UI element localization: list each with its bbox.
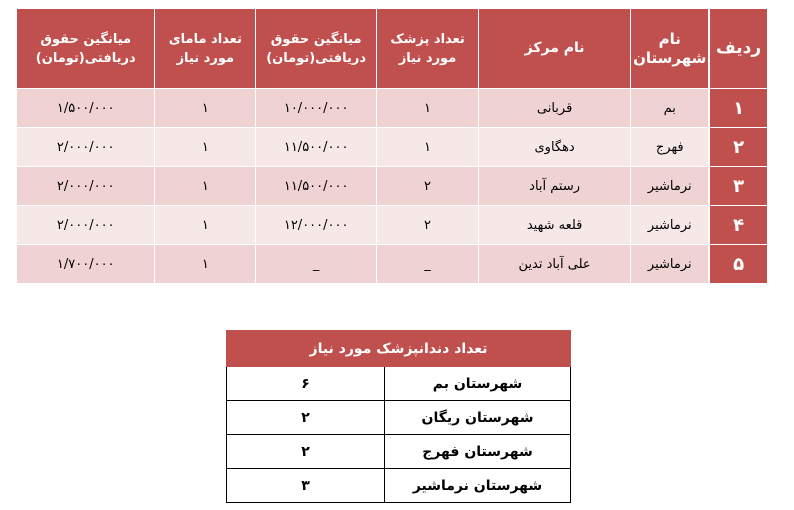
dentist-count-cell: ۲ bbox=[227, 435, 385, 469]
center-cell: قلعه شهید bbox=[478, 206, 630, 245]
doctors-cell: ۲ bbox=[377, 206, 479, 245]
midwife-salary-cell: ۲/۰۰۰/۰۰۰ bbox=[17, 128, 155, 167]
table-row bbox=[227, 435, 571, 469]
table-header-row bbox=[17, 9, 768, 89]
table-row bbox=[17, 245, 768, 284]
dentist-count-cell: ۲ bbox=[227, 401, 385, 435]
header-midwives: تعداد مامای مورد نیاز bbox=[155, 9, 256, 89]
staffing-table bbox=[16, 8, 768, 284]
dentist-city-cell: شهرستان ریگان bbox=[385, 401, 571, 435]
header-midwife-salary: میانگین حقوق دریافتی(تومان) bbox=[17, 9, 155, 89]
city-cell: نرماشیر bbox=[631, 167, 709, 206]
midwife-salary-cell: ۱/۷۰۰/۰۰۰ bbox=[17, 245, 155, 284]
city-cell: نرماشیر bbox=[631, 206, 709, 245]
center-cell: رستم آباد bbox=[478, 167, 630, 206]
dentist-city-cell: شهرستان فهرج bbox=[385, 435, 571, 469]
row-number: ۲ bbox=[709, 128, 767, 167]
row-number: ۴ bbox=[709, 206, 767, 245]
midwife-salary-cell: ۲/۰۰۰/۰۰۰ bbox=[17, 167, 155, 206]
midwives-cell: ۱ bbox=[155, 206, 256, 245]
dentist-city-cell: شهرستان بم bbox=[385, 367, 571, 401]
midwife-salary-cell: ۱/۵۰۰/۰۰۰ bbox=[17, 89, 155, 128]
table-row bbox=[227, 367, 571, 401]
row-number: ۱ bbox=[709, 89, 767, 128]
midwives-cell: ۱ bbox=[155, 167, 256, 206]
table-row bbox=[17, 167, 768, 206]
city-cell: فهرج bbox=[631, 128, 709, 167]
doctors-cell: ۱ bbox=[377, 89, 479, 128]
dentist-table bbox=[226, 330, 571, 503]
dentist-city-cell: شهرستان نرماشیر bbox=[385, 469, 571, 503]
table-row bbox=[227, 401, 571, 435]
midwives-cell: ۱ bbox=[155, 245, 256, 284]
header-doctors: تعداد پزشک مورد نیاز bbox=[377, 9, 479, 89]
doctors-cell: ۲ bbox=[377, 167, 479, 206]
header-center: نام مرکز bbox=[478, 9, 630, 89]
doctors-cell: ۱ bbox=[377, 128, 479, 167]
header-row-number: ردیف bbox=[709, 9, 767, 89]
table-row bbox=[17, 128, 768, 167]
row-number: ۵ bbox=[709, 245, 767, 284]
dentist-count-cell: ۳ bbox=[227, 469, 385, 503]
dentist-table-title: تعداد دندانپزشک مورد نیاز bbox=[227, 331, 571, 367]
center-cell: علی آباد تدین bbox=[478, 245, 630, 284]
center-cell: قربانی bbox=[478, 89, 630, 128]
doctor-salary-cell: ۱۱/۵۰۰/۰۰۰ bbox=[256, 128, 377, 167]
table-row bbox=[17, 89, 768, 128]
doctor-salary-cell: ۱۰/۰۰۰/۰۰۰ bbox=[256, 89, 377, 128]
table-row bbox=[17, 206, 768, 245]
row-number: ۳ bbox=[709, 167, 767, 206]
doctor-salary-cell: ۱۲/۰۰۰/۰۰۰ bbox=[256, 206, 377, 245]
dentist-count-cell: ۶ bbox=[227, 367, 385, 401]
doctor-salary-cell: ۱۱/۵۰۰/۰۰۰ bbox=[256, 167, 377, 206]
table-row bbox=[227, 469, 571, 503]
center-cell: دهگاوی bbox=[478, 128, 630, 167]
header-doctor-salary: میانگین حقوق دریافتی(تومان) bbox=[256, 9, 377, 89]
header-city: نام شهرستان bbox=[631, 9, 709, 89]
doctors-cell: _ bbox=[377, 245, 479, 284]
midwives-cell: ۱ bbox=[155, 128, 256, 167]
city-cell: نرماشیر bbox=[631, 245, 709, 284]
midwife-salary-cell: ۲/۰۰۰/۰۰۰ bbox=[17, 206, 155, 245]
doctor-salary-cell: _ bbox=[256, 245, 377, 284]
city-cell: بم bbox=[631, 89, 709, 128]
midwives-cell: ۱ bbox=[155, 89, 256, 128]
